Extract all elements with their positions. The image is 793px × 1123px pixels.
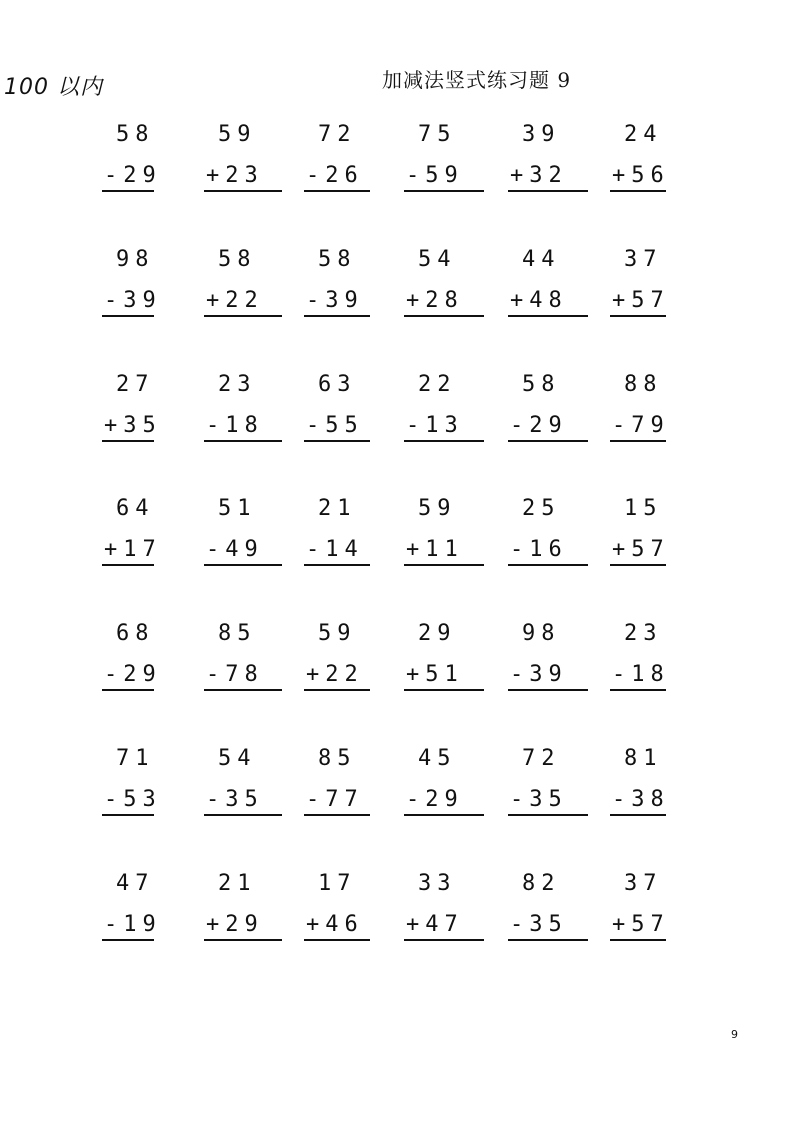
top-number: 27 [116,371,155,397]
top-number: 54 [218,745,257,771]
answer-rule-line [304,689,370,691]
operator-and-number: +46 [306,911,364,937]
answer-rule-line [304,190,370,192]
operator-and-number: -26 [306,163,364,188]
problem-item [198,617,282,699]
answer-rule-line [102,315,154,317]
top-number: 64 [116,496,155,522]
operator-and-number: +23 [206,163,264,188]
problem-row [96,867,696,992]
problem-item [502,492,586,574]
top-number: 58 [218,246,257,272]
problem-item [96,492,180,574]
top-number: 75 [418,122,457,147]
problem-row [96,118,696,243]
problem-item [398,867,482,949]
problem-item [96,742,180,824]
answer-rule-line [404,564,484,566]
top-number: 58 [116,122,155,147]
answer-rule-line [404,814,484,816]
answer-rule-line [610,440,666,442]
top-number: 37 [624,870,663,896]
problem-item [96,118,180,200]
operator-and-number: +35 [104,412,162,438]
top-number: 25 [522,496,561,522]
answer-rule-line [508,564,588,566]
problem-item [298,492,382,574]
top-number: 23 [218,371,257,397]
answer-rule-line [508,689,588,691]
problem-item [502,867,586,949]
answer-rule-line [204,689,282,691]
problem-item [502,617,586,699]
problem-item [398,492,482,574]
problem-item [198,243,282,325]
operator-and-number: -29 [104,163,162,188]
top-number: 17 [318,870,357,896]
answer-rule-line [404,440,484,442]
problem-item [96,243,180,325]
answer-rule-line [204,814,282,816]
operator-and-number: -79 [612,412,670,438]
answer-rule-line [304,440,370,442]
top-number: 33 [418,870,457,896]
problem-item [604,243,688,325]
top-number: 37 [624,246,663,272]
top-number: 24 [624,122,663,147]
answer-rule-line [102,814,154,816]
operator-and-number: +28 [406,287,464,313]
operator-and-number: +57 [612,537,670,563]
operator-and-number: -49 [206,537,264,563]
operator-and-number: -39 [104,287,162,313]
answer-rule-line [304,315,370,317]
operator-and-number: -18 [612,662,670,688]
top-number: 22 [418,371,457,397]
problem-item [398,368,482,450]
operator-and-number: -13 [406,412,464,438]
top-number: 59 [318,621,357,647]
answer-rule-line [508,440,588,442]
top-number: 98 [522,621,561,647]
problem-item [502,243,586,325]
answer-rule-line [610,190,666,192]
top-number: 45 [418,745,457,771]
answer-rule-line [304,939,370,941]
operator-and-number: -29 [510,412,568,438]
problem-item [398,118,482,200]
operator-and-number: -14 [306,537,364,563]
top-number: 59 [218,122,257,147]
problem-item [96,867,180,949]
operator-and-number: -77 [306,786,364,812]
problem-item [298,243,382,325]
answer-rule-line [404,190,484,192]
page-title: 加减法竖式练习题 9 [382,68,572,92]
problem-item [198,118,282,200]
answer-rule-line [304,564,370,566]
operator-and-number: -29 [104,662,162,688]
answer-rule-line [204,939,282,941]
top-number: 68 [116,621,155,647]
operator-and-number: -55 [306,412,364,438]
range-label: 100 以内 [4,75,103,100]
answer-rule-line [102,564,154,566]
answer-rule-line [610,315,666,317]
top-number: 29 [418,621,457,647]
top-number: 47 [116,870,155,896]
answer-rule-line [204,190,282,192]
top-number: 58 [318,246,357,272]
problem-item [502,118,586,200]
problem-row [96,243,696,368]
operator-and-number: +29 [206,911,264,937]
top-number: 54 [418,246,457,272]
top-number: 88 [624,371,663,397]
answer-rule-line [102,939,154,941]
operator-and-number: +22 [306,662,364,688]
top-number: 81 [624,745,663,771]
problem-item [604,742,688,824]
top-number: 15 [624,496,663,522]
operator-and-number: +11 [406,537,464,563]
problem-item [398,243,482,325]
problem-item [96,368,180,450]
problem-item [398,742,482,824]
operator-and-number: +47 [406,911,464,937]
problem-row [96,617,696,742]
problem-item [298,867,382,949]
problem-row [96,742,696,867]
problem-item [604,368,688,450]
operator-and-number: +22 [206,287,264,313]
operator-and-number: -29 [406,786,464,812]
operator-and-number: +57 [612,911,670,937]
answer-rule-line [610,564,666,566]
operator-and-number: -39 [510,662,568,688]
problem-item [604,867,688,949]
problem-item [604,492,688,574]
answer-rule-line [204,440,282,442]
problem-item [298,368,382,450]
answer-rule-line [304,814,370,816]
top-number: 71 [116,745,155,771]
top-number: 63 [318,371,357,397]
operator-and-number: -78 [206,662,264,688]
top-number: 98 [116,246,155,272]
problem-item [298,118,382,200]
operator-and-number: -35 [206,786,264,812]
operator-and-number: +56 [612,163,670,188]
problem-item [198,368,282,450]
operator-and-number: +17 [104,537,162,563]
top-number: 85 [218,621,257,647]
answer-rule-line [204,564,282,566]
top-number: 23 [624,621,663,647]
problem-row [96,368,696,493]
problem-item [96,617,180,699]
answer-rule-line [508,814,588,816]
problem-item [298,617,382,699]
operator-and-number: -16 [510,537,568,563]
top-number: 59 [418,496,457,522]
top-number: 21 [318,496,357,522]
operator-and-number: -35 [510,786,568,812]
answer-rule-line [508,190,588,192]
operator-and-number: +32 [510,163,568,188]
top-number: 44 [522,246,561,272]
top-number: 72 [318,122,357,147]
problem-item [198,867,282,949]
top-number: 72 [522,745,561,771]
problem-item [502,742,586,824]
page-number: 9 [731,1028,738,1041]
problem-item [298,742,382,824]
answer-rule-line [204,315,282,317]
answer-rule-line [102,440,154,442]
answer-rule-line [610,939,666,941]
top-number: 39 [522,122,561,147]
answer-rule-line [102,689,154,691]
answer-rule-line [102,190,154,192]
top-number: 58 [522,371,561,397]
operator-and-number: +51 [406,662,464,688]
problem-row [96,492,696,617]
answer-rule-line [404,939,484,941]
answer-rule-line [404,689,484,691]
operator-and-number: -53 [104,786,162,812]
answer-rule-line [508,939,588,941]
problem-item [604,617,688,699]
answer-rule-line [404,315,484,317]
operator-and-number: +57 [612,287,670,313]
top-number: 21 [218,870,257,896]
problem-grid [96,118,696,992]
answer-rule-line [610,689,666,691]
problem-item [198,742,282,824]
answer-rule-line [508,315,588,317]
top-number: 82 [522,870,561,896]
problem-item [198,492,282,574]
problem-item [604,118,688,200]
answer-rule-line [610,814,666,816]
problem-item [398,617,482,699]
operator-and-number: +48 [510,287,568,313]
operator-and-number: -39 [306,287,364,313]
operator-and-number: -59 [406,163,464,188]
operator-and-number: -18 [206,412,264,438]
operator-and-number: -19 [104,911,162,937]
problem-item [502,368,586,450]
top-number: 85 [318,745,357,771]
top-number: 51 [218,496,257,522]
operator-and-number: -35 [510,911,568,937]
operator-and-number: -38 [612,786,670,812]
